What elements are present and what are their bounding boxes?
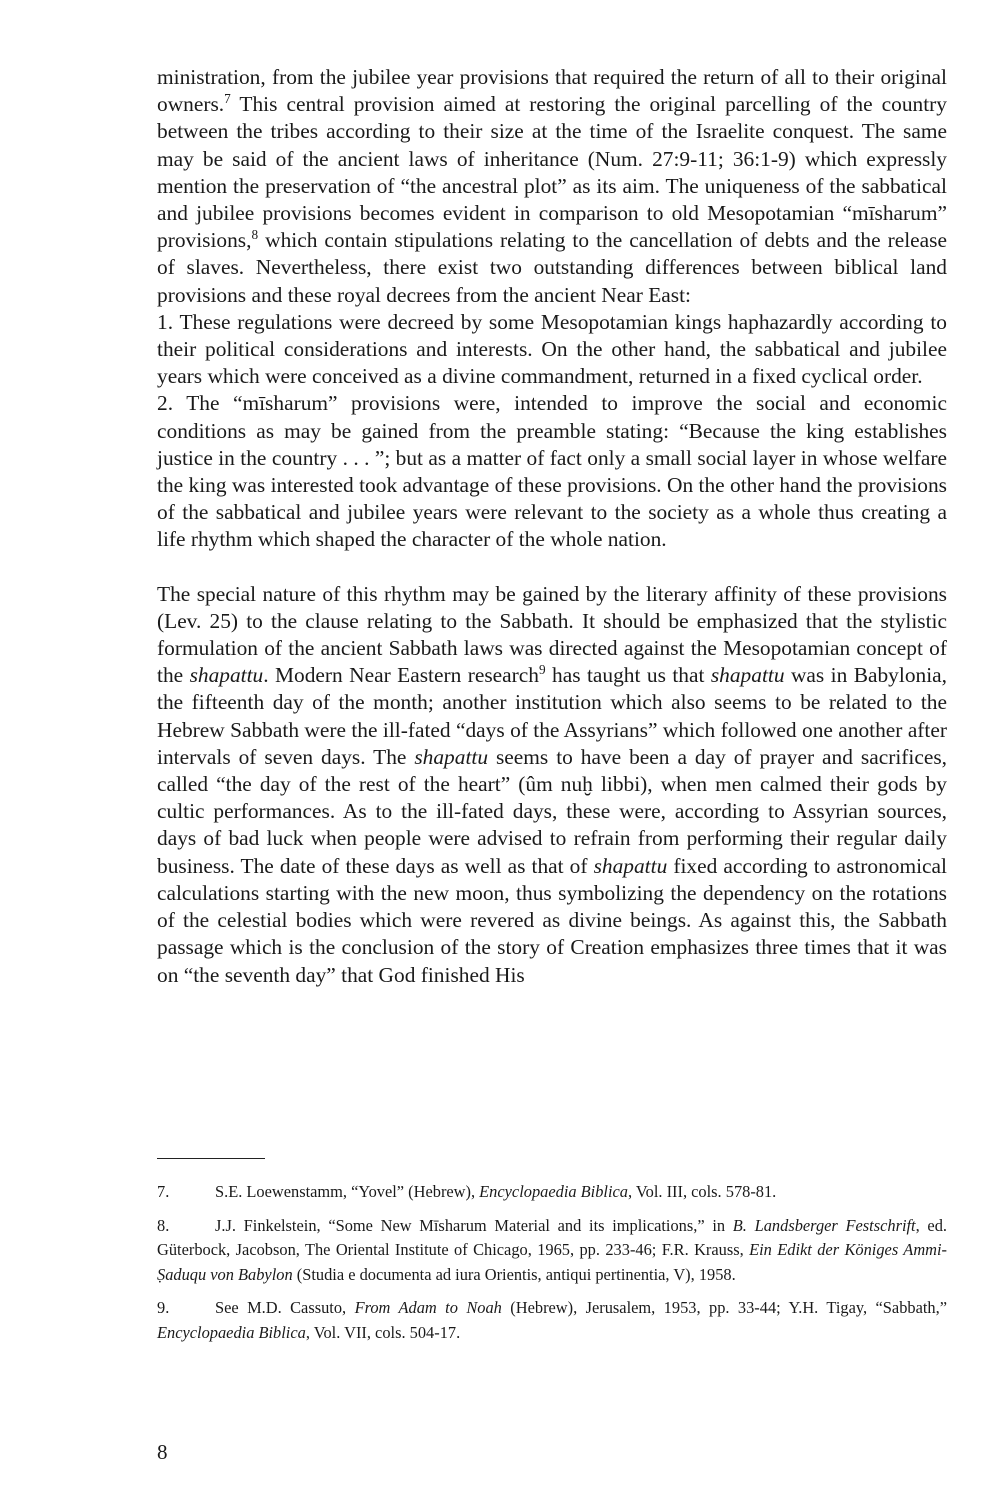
text-run: See M.D. Cassuto, <box>215 1298 355 1317</box>
text-run: S.E. Loewenstamm, “Yovel” (Hebrew), <box>215 1182 480 1201</box>
italic-term: B. Landsberger Festschrift <box>732 1215 916 1235</box>
text-run: was in Babylonia, the fifteenth day of the month; another institution which also seems to be related to the Hebrew Sabbath were the ill-fated “days of the Assyrians” which followed one another after intervals of seven days. The <box>157 663 947 769</box>
italic-term: shapattu <box>593 853 668 878</box>
italic-term: Encyclopaedia Biblica <box>157 1322 306 1342</box>
numbered-point-1 <box>157 309 947 391</box>
footnote-ref: 7 <box>224 91 231 107</box>
italic-term: From Adam to Noah <box>354 1298 502 1317</box>
italic-term: shapattu <box>710 663 785 688</box>
italic-term: Ein Edikt der Königes Ammi-Ṣaduqu von Babylon <box>157 1240 947 1284</box>
body-text <box>157 64 947 989</box>
text-run: The special nature of this rhythm may be gained by the literary affinity of these provisions (Lev. 25) to the clause relating to the Sabbath. It should be emphasized that the stylistic formulation of the ancient Sabbath laws was directed against the Mesopotamian concept of the <box>157 581 947 688</box>
footnote-7 <box>157 1180 947 1205</box>
footnote-number: 9. <box>157 1298 170 1317</box>
paragraph-2 <box>157 581 947 989</box>
footnote-rule <box>157 1158 265 1159</box>
italic-term: shapattu <box>414 744 489 769</box>
text-run: seems to have been a day of prayer and sacrifices, called “the day of the rest of the heart” (ûm nuḫ libbi), when men calmed their gods by cultic performances. As to the ill-fated days, these were, according to Assyrian sources, days of bad luck when people were advised to refrain from performing their regular daily business. The date of these days as well as that of <box>157 744 947 878</box>
text-run: fixed according to astronomical calculations starting with the new moon, thus symbolizing the dependency on the rotations of the celestial bodies which were revered as divine beings. As against this, the Sabbath passage which is the conclusion of the story of Creation emphasizes three times that it was on “the seventh day” that God finished His <box>157 853 947 987</box>
text-run: 2. The “mīsharum” provisions were, intended to improve the social and economic conditions as may be gained from the preamble stating: “Because the king establishes justice in the country . . . ”; but as a matter of fact only a small social layer in whose welfare the king was interested took advantage of these provisions. On the other hand the provisions of the sabbatical and jubilee years were relevant to the society as a whole thus creating a life rhythm which shaped the character of the whole nation. <box>157 391 947 552</box>
italic-term: Encyclopaedia Biblica <box>479 1182 629 1201</box>
numbered-point-2 <box>157 390 947 553</box>
text-run: . Modern Near Eastern research <box>263 663 539 688</box>
text-run: , Vol. III, cols. 578-81. <box>628 1182 777 1201</box>
text-run: (Hebrew), Jerusalem, 1953, pp. 33-44; Y.H. Tigay, “Sabbath,” <box>501 1298 947 1317</box>
footnote-ref: 9 <box>538 662 546 678</box>
text-run: which contain stipulations relating to the cancellation of debts and the release of slaves. Nevertheless, there exist two outstanding differences between biblical land provisions and these royal decrees from the ancient Near East: <box>157 228 947 307</box>
text-run: has taught us that <box>545 663 711 688</box>
paragraph-1 <box>157 64 947 309</box>
footnotes <box>157 1180 947 1354</box>
paragraph-gap <box>157 554 947 581</box>
text-run: This central provision aimed at restoring the original parcelling of the country between the tribes according to their size at the time of the Israelite conquest. The same may be said of the ancient laws of inheritance (Num. 27:9-11; 36:1-9) which expressly mention the preservation of “the ancestral plot” as its aim. The uniqueness of the sabbatical and jubilee provisions becomes evident in comparison to old Mesopotamian “mīsharum” provisions, <box>157 92 947 253</box>
footnote-number: 7. <box>157 1182 170 1201</box>
footnote-9 <box>157 1296 947 1345</box>
text-run: , Vol. VII, cols. 504-17. <box>305 1322 461 1342</box>
text-run: ministration, from the jubilee year provisions that required the return of all to their original owners. <box>157 65 947 117</box>
italic-term: shapattu <box>189 663 264 688</box>
text-run: , ed. Güterbock, Jacobson, The Oriental Institute of Chicago, 1965, pp. 233-46; F.R. Krauss, <box>157 1215 948 1259</box>
text-run: J.J. Finkelstein, “Some New Mīsharum Material and its implications,” in <box>215 1215 733 1235</box>
footnote-number: 8. <box>157 1215 170 1235</box>
text-run: 1. These regulations were decreed by some Mesopotamian kings haphazardly according to their political considerations and interests. On the other hand, the sabbatical and jubilee years which were conceived as a divine commandment, returned in a fixed cyclical order. <box>157 309 947 389</box>
footnote-8 <box>157 1214 947 1288</box>
page-number: 8 <box>157 1440 168 1464</box>
text-run: (Studia e documenta ad iura Orientis, antiqui pertinentia, V), 1958. <box>292 1264 736 1284</box>
footnote-ref: 8 <box>251 227 259 243</box>
